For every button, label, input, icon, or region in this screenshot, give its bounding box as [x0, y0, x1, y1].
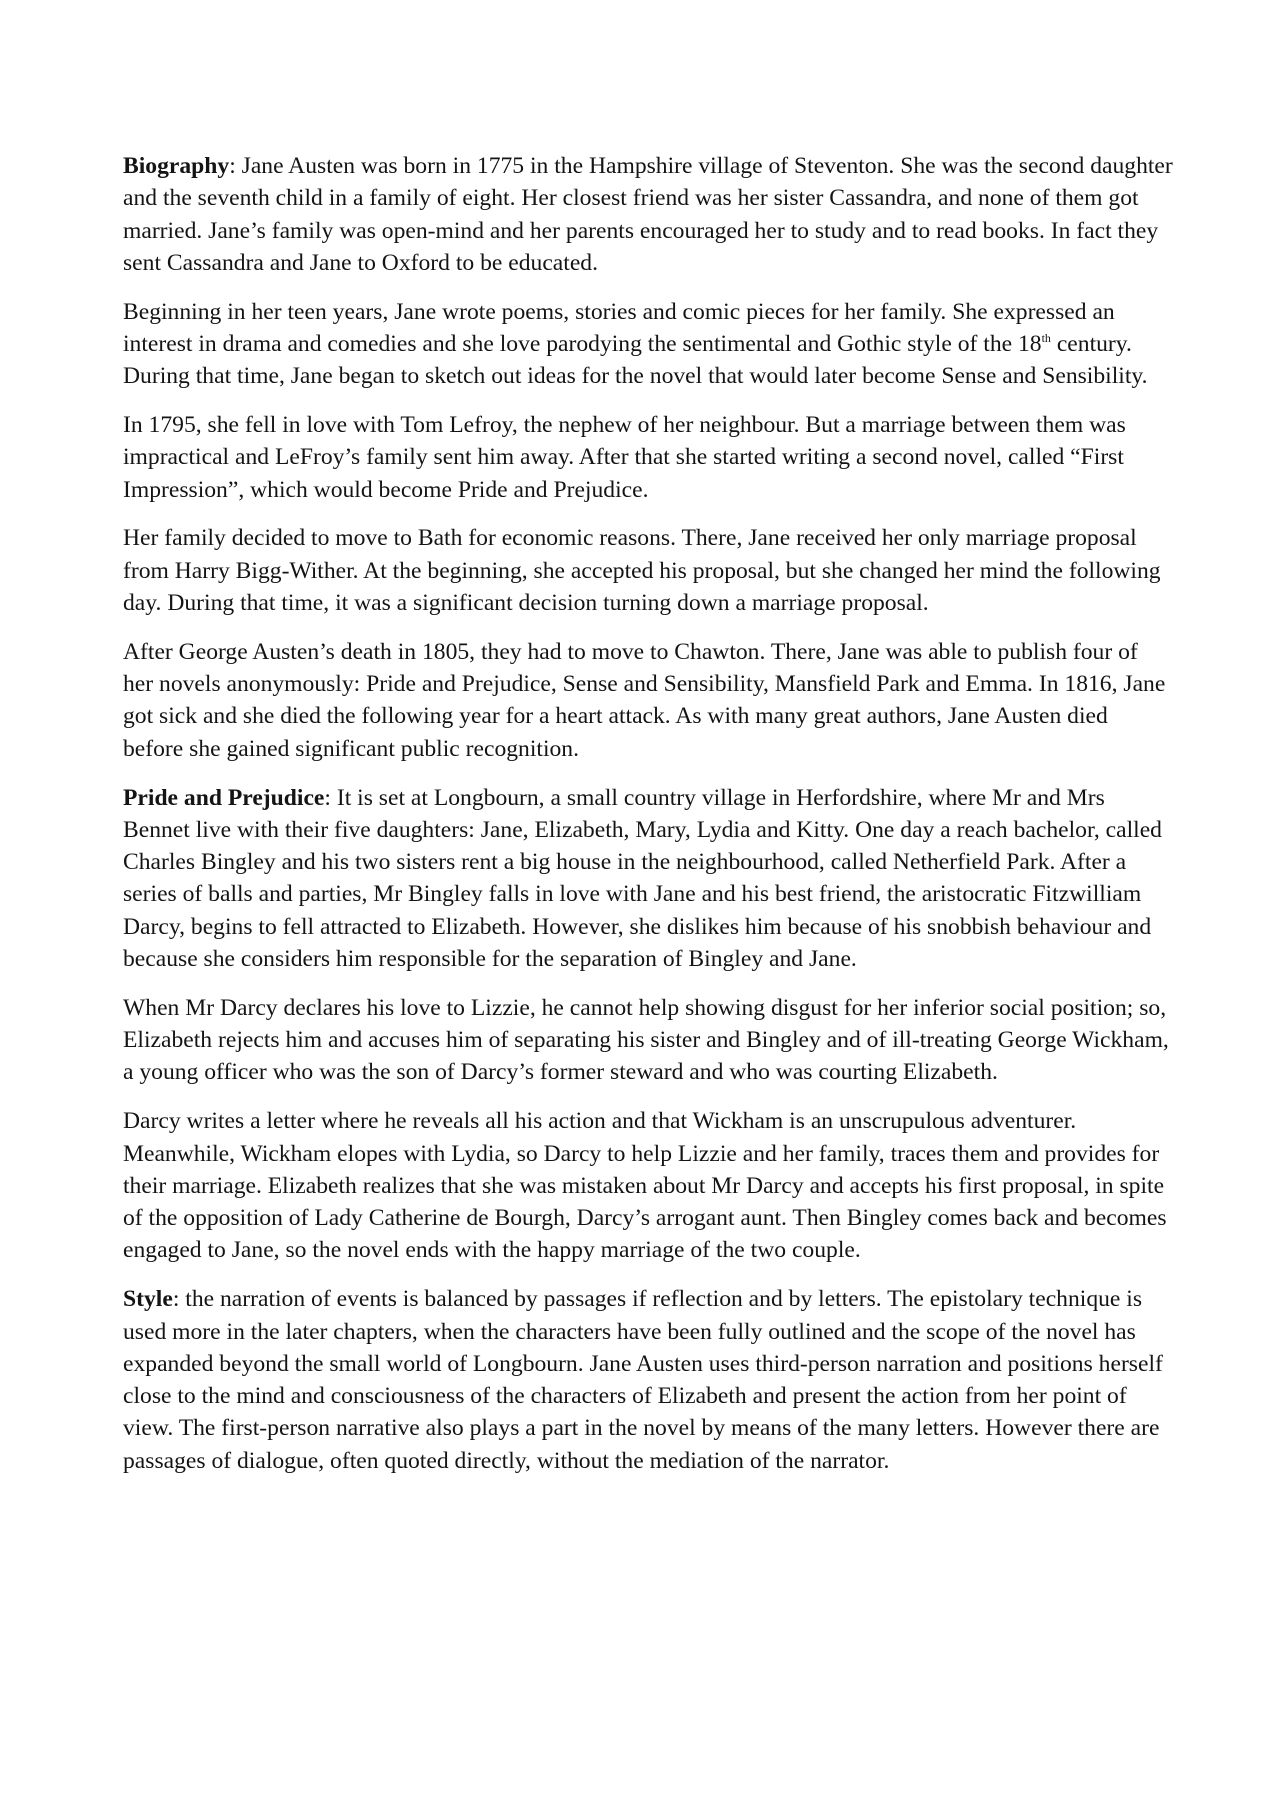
biography-paragraph-3: In 1795, she fell in love with Tom Lefroy, the nephew of her neighbour. But a marriage between them was impractical and LeFroy’s family sent him away. After that she started writing a second novel, called “First Impression”, which would become Pride and Prejudice. [123, 412, 1126, 503]
biography-paragraph-5: After George Austen’s death in 1805, they had to move to Chawton. There, Jane was able to publish four of her novels anonymously: Pride and Prejudice, Sense and Sensibility, Mansfield Park and Emma. In 1816, Jane got sick and she died the following year for a heart attack. As with many great authors, Jane Austen died before she gained significant public recognition. [123, 638, 1166, 762]
style-paragraph [123, 1283, 1173, 1477]
biography-heading: Biography [123, 153, 230, 179]
pride-prejudice-paragraph-2: When Mr Darcy declares his love to Lizzie, he cannot help showing disgust for her inferior social position; so, Elizabeth rejects him and accuses him of separating his sister and Bingley and of ill-treating George Wickham, a young officer who was the son of Darcy’s former steward and who was courting Elizabeth. [123, 994, 1169, 1086]
biography-intro-text: : Jane Austen was born in 1775 in the Hampshire village of Steventon. She was the second daughter and the seventh child in a family of eight. Her closest friend was her sister Cassandra, and none of them got married. Jane’s family was open-mind and her parents encouraged her to study and to read books. In fact they sent Cassandra and Jane to Oxford to be educated. [123, 153, 1173, 276]
biography-paragraph-2 [123, 296, 1173, 393]
biography-p2-text-end: century. During that time, Jane began to sketch out ideas for the novel that would later become Sense and Sensibility. [123, 330, 1148, 390]
ordinal-superscript: th [1041, 330, 1051, 345]
pride-prejudice-heading: Pride and Prejudice [123, 784, 325, 811]
document-body [123, 150, 1173, 1477]
pride-prejudice-paragraph-1 [123, 782, 1173, 976]
biography-paragraph-4: Her family decided to move to Bath for economic reasons. There, Jane received her only marriage proposal from Harry Bigg-Wither. At the beginning, she accepted his proposal, but she changed her mind the following day. During that time, it was a significant decision turning down a marriage proposal. [123, 525, 1161, 617]
pride-prejudice-intro-text: : It is set at Longbourn, a small country village in Herfordshire, where Mr and Mrs Bennet live with their five daughters: Jane, Elizabeth, Mary, Lydia and Kitty. One day a reach bachelor, called Charles Bingley and his two sisters rent a big house in the neighbourhood, called Netherfield Park. After a series of balls and parties, Mr Bingley falls in love with Jane and his best friend, the aristocratic Fitzwilliam Darcy, begins to fell attracted to Elizabeth. However, she dislikes him because of his snobbish behaviour and because she considers him responsible for the separation of Bingley and Jane. [123, 784, 1162, 973]
biography-paragraph-1 [123, 150, 1173, 279]
pride-prejudice-paragraph-3: Darcy writes a letter where he reveals all his action and that Wickham is an unscrupulous adventurer. Meanwhile, Wickham elopes with Lydia, so Darcy to help Lizzie and her family, traces them and provides for their marriage. Elizabeth realizes that she was mistaken about Mr Darcy and accepts his first proposal, in spite of the opposition of Lady Catherine de Bourgh, Darcy’s arrogant aunt. Then Bingley comes back and becomes engaged to Jane, so the novel ends with the happy marriage of the two couple. [123, 1108, 1167, 1264]
style-heading: Style [123, 1286, 173, 1313]
style-text: : the narration of events is balanced by passages if reflection and by letters. The epistolary technique is used more in the later chapters, when the characters have been fully outlined and the scope of the novel has expanded beyond the small world of Longbourn. Jane Austen uses third-person narration and positions herself close to the mind and consciousness of the characters of Elizabeth and present the action from her point of view. The first-person narrative also plays a part in the novel by means of the many letters. However there are passages of dialogue, often quoted directly, without the mediation of the narrator. [123, 1286, 1163, 1474]
biography-p2-text-start: Beginning in her teen years, Jane wrote poems, stories and comic pieces for her family. She expressed an interest in drama and comedies and she love parodying the sentimental and Gothic style of the 18 [123, 298, 1115, 357]
